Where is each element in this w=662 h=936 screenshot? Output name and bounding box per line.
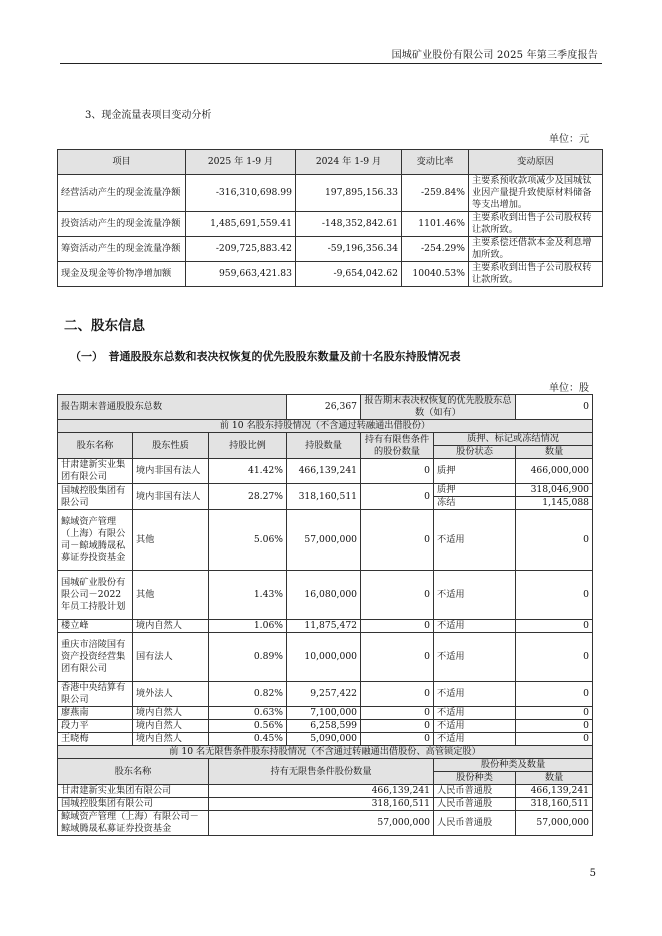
holder-count-2: 1,145,088 [516, 497, 593, 510]
cf-reason: 主要系收到出售子公司股权转让款所致。 [469, 262, 603, 287]
holder-restricted: 0 [361, 459, 434, 484]
ur-holder-type: 人民币普通股 [434, 798, 516, 811]
holder-restricted: 0 [361, 733, 434, 746]
holder-status: 不适用 [434, 510, 516, 571]
table-row [58, 707, 593, 720]
cf-current: -209,725,883.42 [186, 237, 296, 262]
table-row [58, 237, 603, 262]
table-row [58, 785, 593, 798]
holder-status: 不适用 [434, 571, 516, 620]
holders-header-row [58, 433, 593, 446]
table-row [58, 484, 593, 497]
holder-status: 不适用 [434, 620, 516, 633]
holder-name: 甘肃建新实业集团有限公司 [58, 459, 133, 484]
holder-restricted: 0 [361, 484, 434, 510]
col-header-nature: 股东性质 [133, 433, 209, 459]
holder-qty: 57,000,000 [287, 510, 361, 571]
col-header-qty: 持股数量 [287, 433, 361, 459]
holder-name: 楼立峰 [58, 620, 133, 633]
holder-nature: 其他 [133, 571, 209, 620]
cf-previous: -9,654,042.62 [296, 262, 402, 287]
page-header-title: 国城矿业股份有限公司 2025 年第三季度报告 [391, 50, 598, 61]
table-row [58, 262, 603, 287]
cf-item: 现金及现金等价物净增加额 [58, 262, 186, 287]
col-header-pledge: 质押、标记或冻结情况 [434, 433, 593, 446]
ur-col-header-kind: 股份种类及数量 [434, 759, 593, 772]
unrestricted-header-row [58, 759, 593, 772]
holder-count: 466,000,000 [516, 459, 593, 484]
holder-name: 重庆市涪陵国有资产投资经营集团有限公司 [58, 633, 133, 682]
col-header-previous: 2024 年 1-9 月 [296, 150, 402, 175]
holder-restricted: 0 [361, 707, 434, 720]
holder-status: 质押 [434, 459, 516, 484]
holder-restricted: 0 [361, 682, 434, 707]
col-header-ratio: 持股比例 [209, 433, 287, 459]
ur-col-header-name: 股东名称 [58, 759, 209, 785]
holder-nature: 境内自然人 [133, 720, 209, 733]
col-header-name: 股东名称 [58, 433, 133, 459]
total-holders-label: 报告期末普通股股东总数 [58, 395, 287, 420]
ur-holder-type: 人民币普通股 [434, 785, 516, 798]
ur-holder-qty: 57,000,000 [209, 811, 434, 836]
holder-qty: 10,000,000 [287, 633, 361, 682]
holder-qty: 7,100,000 [287, 707, 361, 720]
ur-holder-name: 国城控股集团有限公司 [58, 798, 209, 811]
holder-ratio: 0.63% [209, 707, 287, 720]
holder-name: 王晓梅 [58, 733, 133, 746]
cashflow-section-title: 3、现金流量表项目变动分析 [85, 110, 212, 121]
subsection-title-holders: （一） 普通股股东总数和表决权恢复的优先股股东数量及前十名股东持股情况表 [70, 350, 461, 363]
table-row [58, 620, 593, 633]
cf-previous: -148,352,842.61 [296, 212, 402, 237]
holder-status: 不适用 [434, 633, 516, 682]
pref-holders-label: 报告期末表决权恢复的优先股股东总数（如有） [361, 395, 516, 420]
col-header-reason: 变动原因 [469, 150, 603, 175]
holder-nature: 境内非国有法人 [133, 459, 209, 484]
holders-unit: 单位：股 [549, 383, 589, 394]
holder-count: 0 [516, 682, 593, 707]
col-header-restricted: 持有有限售条件的股份数量 [361, 433, 434, 459]
holder-count: 0 [516, 707, 593, 720]
holder-ratio: 0.82% [209, 682, 287, 707]
holder-count: 0 [516, 733, 593, 746]
unrestricted-title-row [58, 746, 593, 759]
holder-restricted: 0 [361, 571, 434, 620]
col-header-ratio: 变动比率 [402, 150, 469, 175]
cf-item: 经营活动产生的现金流量净额 [58, 175, 186, 212]
col-header-status: 股份状态 [434, 446, 516, 459]
ur-holder-count: 318,160,511 [516, 798, 593, 811]
cf-ratio: -254.29% [402, 237, 469, 262]
holder-status: 质押 [434, 484, 516, 497]
cf-current: -316,310,698.99 [186, 175, 296, 212]
cf-current: 959,663,421.83 [186, 262, 296, 287]
cf-reason: 主要系偿还借款本金及利息增加所致。 [469, 237, 603, 262]
holder-count: 0 [516, 720, 593, 733]
cashflow-header-row [58, 150, 603, 175]
table-row [58, 459, 593, 484]
holder-restricted: 0 [361, 633, 434, 682]
header-divider [60, 63, 602, 64]
cf-item: 筹资活动产生的现金流量净额 [58, 237, 186, 262]
holder-name: 国城控股集团有限公司 [58, 484, 133, 510]
holder-nature: 国有法人 [133, 633, 209, 682]
holder-qty: 16,080,000 [287, 571, 361, 620]
holder-ratio: 0.45% [209, 733, 287, 746]
holder-ratio: 28.27% [209, 484, 287, 510]
holder-name: 鲸域资产管理（上海）有限公司－鲸域腾晟私募证券投资基金 [58, 510, 133, 571]
holder-name: 廖燕南 [58, 707, 133, 720]
holder-ratio: 0.56% [209, 720, 287, 733]
cashflow-unit: 单位：元 [549, 134, 589, 145]
holder-restricted: 0 [361, 620, 434, 633]
table-row [58, 682, 593, 707]
holder-status: 不适用 [434, 682, 516, 707]
col-header-count: 数量 [516, 446, 593, 459]
table-row [58, 175, 603, 212]
ur-holder-type: 人民币普通股 [434, 811, 516, 836]
holder-name: 香港中央结算有限公司 [58, 682, 133, 707]
holder-nature: 境内自然人 [133, 620, 209, 633]
holder-status: 不适用 [434, 733, 516, 746]
ur-col-header-kind-type: 股份种类 [434, 772, 516, 785]
holder-qty: 466,139,241 [287, 459, 361, 484]
holder-count: 0 [516, 571, 593, 620]
holder-count: 0 [516, 620, 593, 633]
cf-previous: -59,196,356.34 [296, 237, 402, 262]
holder-nature: 境内自然人 [133, 733, 209, 746]
holder-count: 318,046,900 [516, 484, 593, 497]
ur-holder-name: 鲸域资产管理（上海）有限公司－鲸域腾晟私募证券投资基金 [58, 811, 209, 836]
holder-qty: 5,090,000 [287, 733, 361, 746]
holder-ratio: 5.06% [209, 510, 287, 571]
holder-name: 段力平 [58, 720, 133, 733]
cashflow-table [57, 149, 603, 287]
holder-qty: 11,875,472 [287, 620, 361, 633]
holder-count: 0 [516, 633, 593, 682]
table-row [58, 811, 593, 836]
table-row [58, 212, 603, 237]
ur-holder-qty: 318,160,511 [209, 798, 434, 811]
holder-ratio: 1.06% [209, 620, 287, 633]
table-row [58, 720, 593, 733]
holder-nature: 境内非国有法人 [133, 484, 209, 510]
cf-reason: 主要系收到出售子公司股权转让款所致。 [469, 212, 603, 237]
cf-reason: 主要系预收款项减少及国城钛业因产量提升致使原材料储备等支出增加。 [469, 175, 603, 212]
table-row [58, 733, 593, 746]
cf-item: 投资活动产生的现金流量净额 [58, 212, 186, 237]
holder-nature: 其他 [133, 510, 209, 571]
holder-nature: 境内自然人 [133, 707, 209, 720]
holder-status: 不适用 [434, 707, 516, 720]
holder-restricted: 0 [361, 720, 434, 733]
section-title-shareholders: 二、股东信息 [64, 318, 145, 334]
holder-nature: 境外法人 [133, 682, 209, 707]
shareholders-table [57, 394, 593, 836]
ur-holder-count: 466,139,241 [516, 785, 593, 798]
holder-count: 0 [516, 510, 593, 571]
holders-total-row [58, 395, 593, 420]
cf-ratio: 1101.46% [402, 212, 469, 237]
total-holders-value: 26,367 [287, 395, 361, 420]
cf-ratio: 10040.53% [402, 262, 469, 287]
holder-qty: 9,257,422 [287, 682, 361, 707]
holder-qty: 318,160,511 [287, 484, 361, 510]
holder-qty: 6,258,599 [287, 720, 361, 733]
holder-restricted: 0 [361, 510, 434, 571]
ur-col-header-kind-qty: 数量 [516, 772, 593, 785]
top10-title: 前 10 名股东持股情况（不含通过转融通出借股份） [58, 420, 593, 433]
holder-ratio: 1.43% [209, 571, 287, 620]
table-row [58, 571, 593, 620]
cf-current: 1,485,691,559.41 [186, 212, 296, 237]
cf-ratio: -259.84% [402, 175, 469, 212]
table-row [58, 510, 593, 571]
ur-col-header-qty: 持有无限售条件股份数量 [209, 759, 434, 785]
holder-status: 不适用 [434, 720, 516, 733]
holder-ratio: 41.42% [209, 459, 287, 484]
top10-title-row [58, 420, 593, 433]
ur-holder-count: 57,000,000 [516, 811, 593, 836]
page-number: 5 [589, 868, 596, 879]
ur-holder-name: 甘肃建新实业集团有限公司 [58, 785, 209, 798]
holder-ratio: 0.89% [209, 633, 287, 682]
unrestricted-title: 前 10 名无限售条件股东持股情况（不含通过转融通出借股份、高管锁定股） [58, 746, 593, 759]
table-row [58, 798, 593, 811]
holder-name: 国城矿业股份有限公司－2022 年员工持股计划 [58, 571, 133, 620]
col-header-item: 项目 [58, 150, 186, 175]
col-header-current: 2025 年 1-9 月 [186, 150, 296, 175]
ur-holder-qty: 466,139,241 [209, 785, 434, 798]
pref-holders-value: 0 [516, 395, 593, 420]
cf-previous: 197,895,156.33 [296, 175, 402, 212]
holder-status-2: 冻结 [434, 497, 516, 510]
table-row [58, 633, 593, 682]
